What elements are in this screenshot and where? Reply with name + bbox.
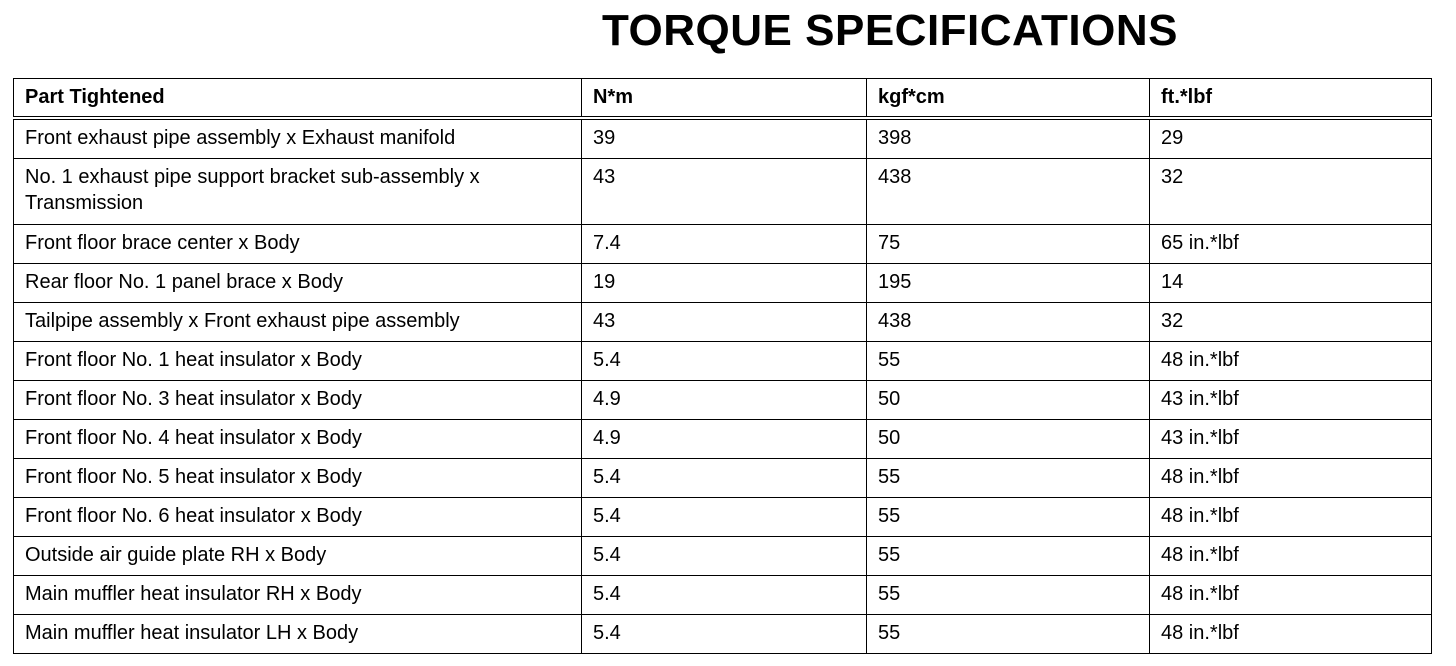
header-ft-lbf: ft.*lbf (1150, 79, 1432, 119)
cell-part: Main muffler heat insulator LH x Body (14, 615, 582, 654)
header-part-tightened: Part Tightened (14, 79, 582, 119)
table-row (14, 381, 1432, 420)
cell-part: Rear floor No. 1 panel brace x Body (14, 264, 582, 303)
table-row (14, 303, 1432, 342)
cell-nm: 5.4 (582, 342, 867, 381)
cell-nm: 43 (582, 303, 867, 342)
cell-part: Front exhaust pipe assembly x Exhaust manifold (14, 118, 582, 159)
cell-ft-lbf: 48 in.*lbf (1150, 537, 1432, 576)
cell-nm: 5.4 (582, 537, 867, 576)
table-row (14, 537, 1432, 576)
cell-ft-lbf: 48 in.*lbf (1150, 576, 1432, 615)
cell-part: Front floor brace center x Body (14, 225, 582, 264)
cell-nm: 4.9 (582, 381, 867, 420)
table-row (14, 342, 1432, 381)
cell-part: No. 1 exhaust pipe support bracket sub-assembly x Transmission (14, 159, 582, 225)
cell-part: Front floor No. 1 heat insulator x Body (14, 342, 582, 381)
cell-nm: 43 (582, 159, 867, 225)
cell-part: Tailpipe assembly x Front exhaust pipe assembly (14, 303, 582, 342)
cell-kgf-cm: 50 (867, 420, 1150, 459)
header-kgf-cm: kgf*cm (867, 79, 1150, 119)
cell-nm: 5.4 (582, 576, 867, 615)
cell-part: Front floor No. 6 heat insulator x Body (14, 498, 582, 537)
cell-ft-lbf: 48 in.*lbf (1150, 459, 1432, 498)
table-row (14, 459, 1432, 498)
cell-ft-lbf: 32 (1150, 159, 1432, 225)
cell-kgf-cm: 55 (867, 459, 1150, 498)
cell-nm: 5.4 (582, 459, 867, 498)
cell-nm: 19 (582, 264, 867, 303)
cell-ft-lbf: 43 in.*lbf (1150, 381, 1432, 420)
cell-kgf-cm: 55 (867, 576, 1150, 615)
cell-ft-lbf: 29 (1150, 118, 1432, 159)
cell-part: Front floor No. 3 heat insulator x Body (14, 381, 582, 420)
cell-ft-lbf: 48 in.*lbf (1150, 615, 1432, 654)
cell-kgf-cm: 398 (867, 118, 1150, 159)
cell-kgf-cm: 55 (867, 498, 1150, 537)
table-row (14, 420, 1432, 459)
cell-kgf-cm: 438 (867, 159, 1150, 225)
cell-ft-lbf: 14 (1150, 264, 1432, 303)
header-nm: N*m (582, 79, 867, 119)
torque-spec-table (13, 78, 1432, 654)
cell-ft-lbf: 48 in.*lbf (1150, 498, 1432, 537)
cell-ft-lbf: 32 (1150, 303, 1432, 342)
table-row (14, 498, 1432, 537)
cell-kgf-cm: 195 (867, 264, 1150, 303)
table-row (14, 118, 1432, 159)
cell-nm: 5.4 (582, 615, 867, 654)
cell-kgf-cm: 50 (867, 381, 1150, 420)
cell-kgf-cm: 438 (867, 303, 1150, 342)
table-row (14, 225, 1432, 264)
table-row (14, 264, 1432, 303)
table-header-row (14, 79, 1432, 119)
cell-ft-lbf: 65 in.*lbf (1150, 225, 1432, 264)
cell-nm: 4.9 (582, 420, 867, 459)
cell-ft-lbf: 43 in.*lbf (1150, 420, 1432, 459)
cell-ft-lbf: 48 in.*lbf (1150, 342, 1432, 381)
cell-kgf-cm: 55 (867, 615, 1150, 654)
cell-kgf-cm: 55 (867, 537, 1150, 576)
cell-kgf-cm: 55 (867, 342, 1150, 381)
page-title: TORQUE SPECIFICATIONS (601, 6, 1179, 55)
table-row (14, 159, 1432, 225)
table-row (14, 576, 1432, 615)
cell-part: Front floor No. 5 heat insulator x Body (14, 459, 582, 498)
cell-nm: 7.4 (582, 225, 867, 264)
cell-part: Outside air guide plate RH x Body (14, 537, 582, 576)
cell-kgf-cm: 75 (867, 225, 1150, 264)
table-row (14, 615, 1432, 654)
cell-part: Front floor No. 4 heat insulator x Body (14, 420, 582, 459)
cell-nm: 5.4 (582, 498, 867, 537)
cell-part: Main muffler heat insulator RH x Body (14, 576, 582, 615)
cell-nm: 39 (582, 118, 867, 159)
